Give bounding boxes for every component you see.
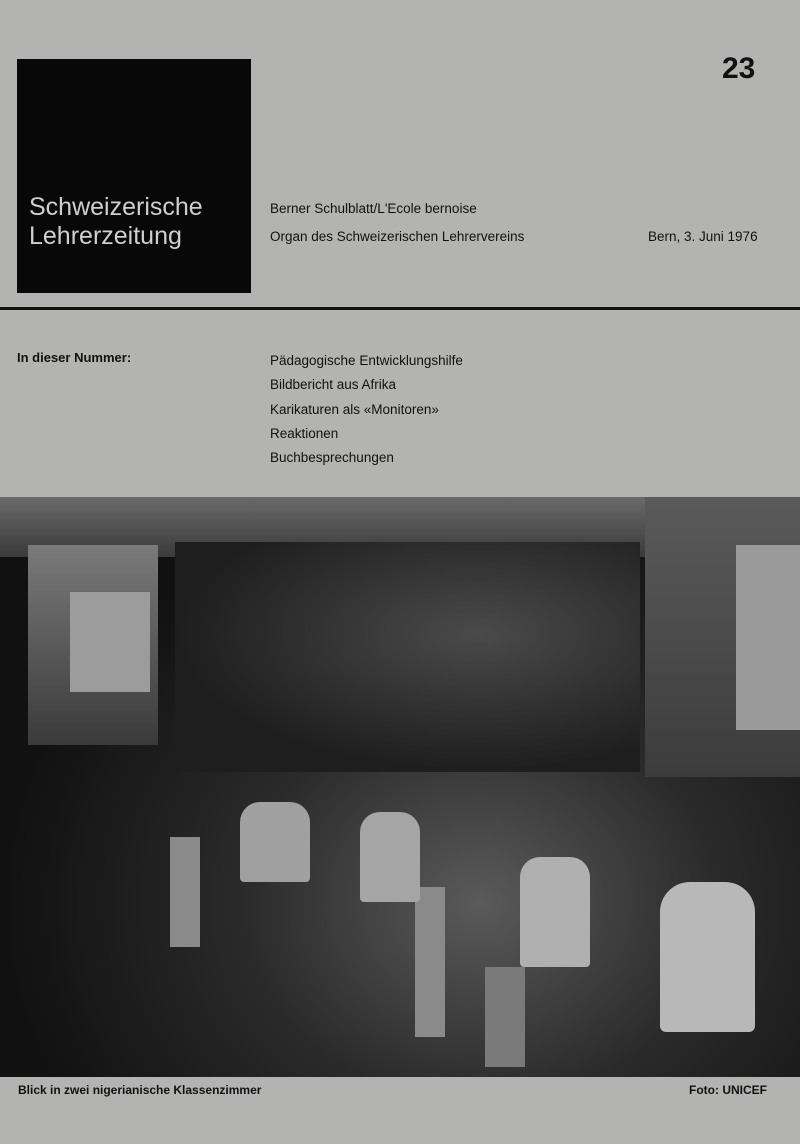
contents-item: Bildbericht aus Afrika xyxy=(270,377,397,393)
photo-caption: Blick in zwei nigerianische Klassenzimmer xyxy=(18,1083,262,1097)
issue-date: Bern, 3. Juni 1976 xyxy=(648,229,758,244)
photo-credit: Foto: UNICEF xyxy=(689,1083,767,1097)
contents-item: Buchbesprechungen xyxy=(270,450,394,466)
contents-list xyxy=(270,349,463,470)
subtitle-1: Berner Schulblatt/L'Ecole bernoise xyxy=(270,201,477,216)
subtitle-2: Organ des Schweizerischen Lehrervereins xyxy=(270,229,525,244)
contents-item: Karikaturen als «Monitoren» xyxy=(270,401,439,417)
contents-label: In dieser Nummer: xyxy=(17,350,132,365)
title-line-2: Lehrerzeitung xyxy=(29,222,182,250)
title-line-1: Schweizerische xyxy=(29,193,203,221)
classroom-photo xyxy=(0,497,800,1077)
issue-number: 23 xyxy=(722,52,756,85)
contents-item: Reaktionen xyxy=(270,425,339,441)
divider xyxy=(0,307,800,310)
masthead-logo xyxy=(17,59,251,293)
contents-item: Pädagogische Entwicklungshilfe xyxy=(270,353,463,368)
